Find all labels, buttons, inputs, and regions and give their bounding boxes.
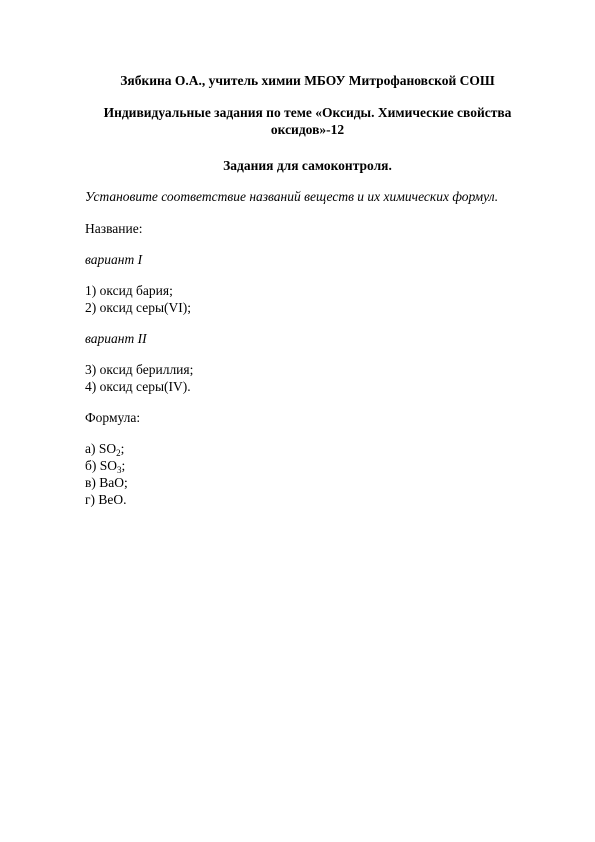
- formula-suffix: ;: [121, 458, 126, 473]
- list-item: 1) оксид бария;: [85, 283, 173, 298]
- names-heading: Название:: [85, 221, 143, 236]
- section-heading: Задания для самоконтроля.: [223, 158, 392, 173]
- variant-2-label: вариант II: [85, 331, 147, 346]
- formula-subscript: 3: [117, 465, 122, 475]
- list-item: 4) оксид серы(IV).: [85, 379, 191, 394]
- formula-item: [85, 440, 124, 457]
- formula-text: в) BaO;: [85, 475, 128, 490]
- list-item: 2) оксид серы(VI);: [85, 300, 192, 315]
- list-item: 3) оксид бериллия;: [85, 362, 194, 377]
- formula-subscript: 2: [116, 448, 121, 458]
- variant-1-label: вариант I: [85, 252, 143, 267]
- formula-text: а) SO: [85, 441, 117, 456]
- formula-text: г) BeO.: [85, 492, 127, 507]
- formula-text: б) SO: [85, 458, 117, 473]
- topic-heading: Индивидуальные задания по теме «Оксиды. Химические свойства оксидов»-12: [103, 105, 512, 137]
- author-line: Зябкина О.А., учитель химии МБОУ Митрофановской СОШ: [120, 73, 495, 88]
- task-instruction: Установите соответствие названий веществ и их химических формул.: [85, 189, 499, 204]
- formula-item: [85, 491, 127, 508]
- formula-heading: Формула:: [85, 410, 141, 425]
- formula-item: [85, 457, 125, 474]
- formula-suffix: ;: [120, 441, 125, 456]
- formula-item: [85, 474, 128, 491]
